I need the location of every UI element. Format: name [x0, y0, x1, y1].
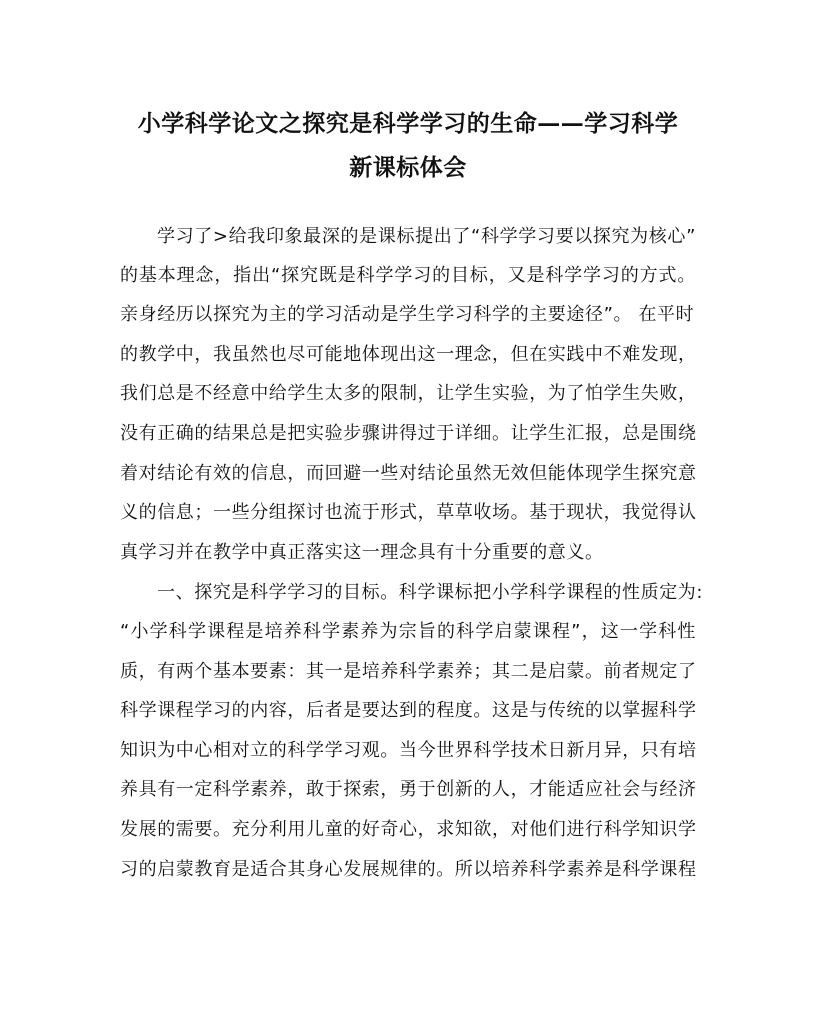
paragraph-2-line: 知识为中心相对立的科学学习观。当今世界科学技术日新月异，只有培 [120, 740, 697, 761]
document-title-line-1: 小学科学论文之探究是科学学习的生命——学习科学 [137, 110, 679, 137]
paragraph-2-line: 发展的需要。充分利用儿童的好奇心，求知欲，对他们进行科学知识学 [120, 819, 697, 840]
paragraph-1-line: 亲身经历以探究为主的学习活动是学生学习科学的主要途径”。 在平时 [120, 304, 695, 325]
paragraph-1-line: 我们总是不经意中给学生太多的限制，让学生实验，为了怕学生失败， [120, 383, 697, 404]
paragraph-2-line: 养具有一定科学素养，敢于探索，勇于创新的人，才能适应社会与经济 [120, 779, 697, 800]
paragraph-2-line: 一、探究是科学学习的目标。科学课标把小学科学课程的性质定为: [157, 582, 704, 603]
paragraph-1-line: 义的信息；一些分组探讨也流于形式，草草收场。基于现状，我觉得认 [120, 502, 697, 523]
document-title-line-2: 新课标体会 [349, 154, 467, 181]
paragraph-2-line: 科学课程学习的内容，后者是要达到的程度。这是与传统的以掌握科学 [120, 700, 697, 721]
paragraph-2-line: “小学科学课程是培养科学素养为宗旨的科学启蒙课程”，这一学科性 [120, 621, 696, 642]
paragraph-2-line: 习的启蒙教育是适合其身心发展规律的。所以培养科学素养是科学课程 [120, 859, 697, 880]
paragraph-2-line: 质，有两个基本要素：其一是培养科学素养；其二是启蒙。前者规定了 [120, 661, 697, 682]
paragraph-1-line: 着对结论有效的信息，而回避一些对结论虽然无效但能体现学生探究意 [120, 463, 697, 484]
paragraph-1-line: 的基本理念，指出“探究既是科学学习的目标，又是科学学习的方式。 [120, 265, 696, 286]
paragraph-1-line: 真学习并在教学中真正落实这一理念具有十分重要的意义。 [120, 542, 604, 563]
paragraph-1-line: 学习了>给我印象最深的是课标提出了“科学学习要以探究为核心” [157, 226, 696, 247]
paragraph-1-line: 没有正确的结果总是把实验步骤讲得过于详细。让学生汇报，总是围绕 [120, 423, 697, 444]
paragraph-1-line: 的教学中，我虽然也尽可能地体现出这一理念，但在实践中不难发现， [120, 344, 697, 365]
